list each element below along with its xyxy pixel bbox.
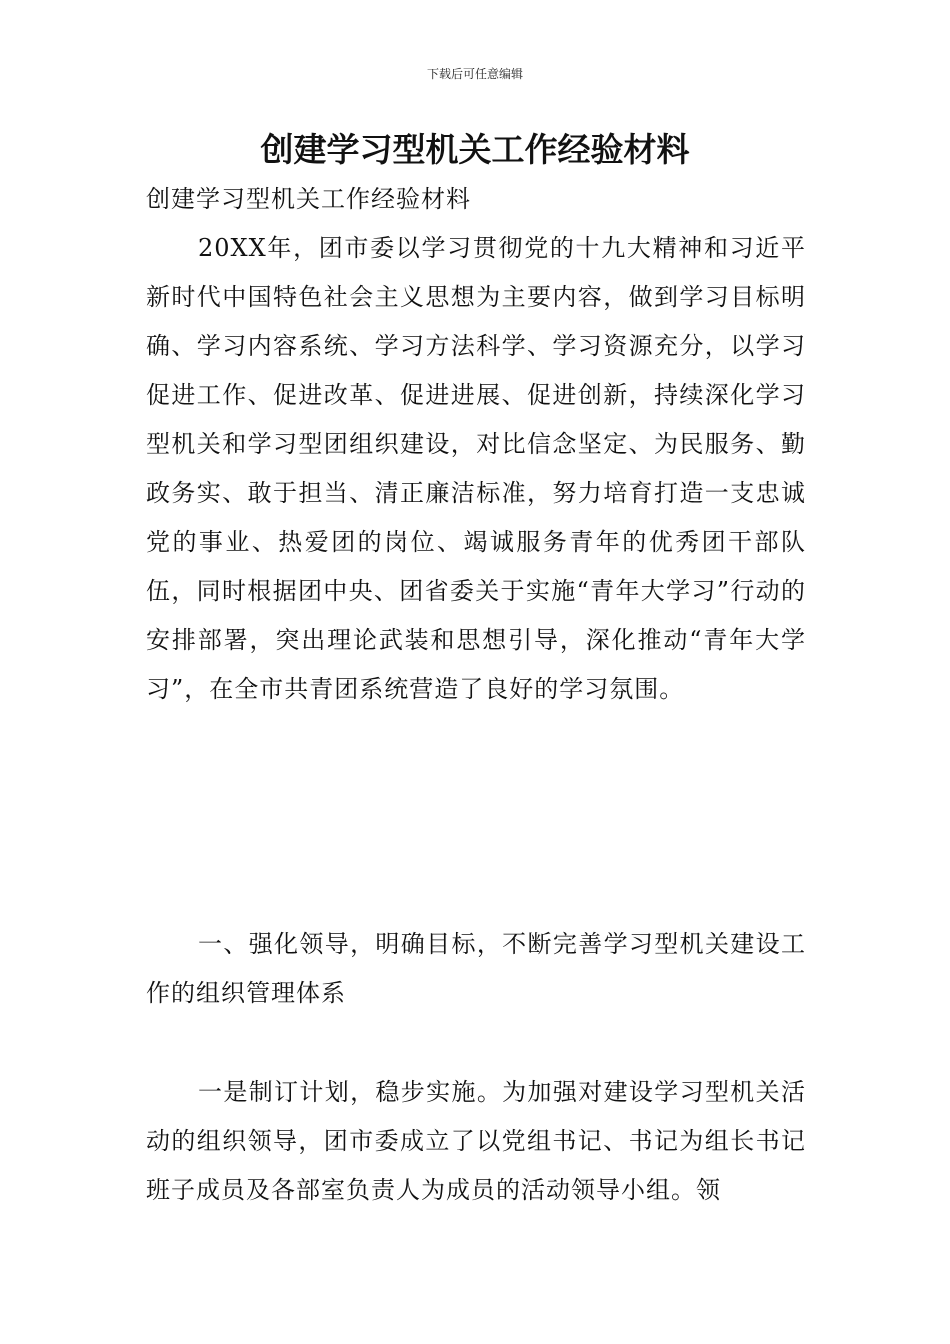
section-heading-one: 一、强化领导，明确目标，不断完善学习型机关建设工作的组织管理体系 <box>146 930 806 1007</box>
paragraph-plan: 一是制订计划，稳步实施。为加强对建设学习型机关活动的组织领导，团市委成立了以党组书记、书记为组长书记班子成员及各部室负责人为成员的活动领导小组。领 <box>146 1078 806 1204</box>
header-note: 下载后可任意编辑 <box>426 67 523 81</box>
document-subtitle: 创建学习型机关工作经验材料 <box>146 185 471 213</box>
paragraph-intro: 20XX年，团市委以学习贯彻党的十九大精神和习近平新时代中国特色社会主义思想为主要内容，做到学习目标明确、学习内容系统、学习方法科学、学习资源充分，以学习促进工作、促进改革、促进进展、促进创新，持续深化学习型机关和学习型团组织建设，对比信念坚定、为民服务、勤政务实、敢于担当、清正廉洁标准，努力培育打造一支忠诚党的事业、热爱团的岗位、竭诚服务青年的优秀团干部队伍，同时根据团中央、团省委关于实施“青年大学习”行动的安排部署，突出理论武装和思想引导，深化推动“青年大学习”，在全市共青团系统营造了良好的学习氛围。 <box>146 234 806 703</box>
document-title: 创建学习型机关工作经验材料 <box>260 130 690 169</box>
